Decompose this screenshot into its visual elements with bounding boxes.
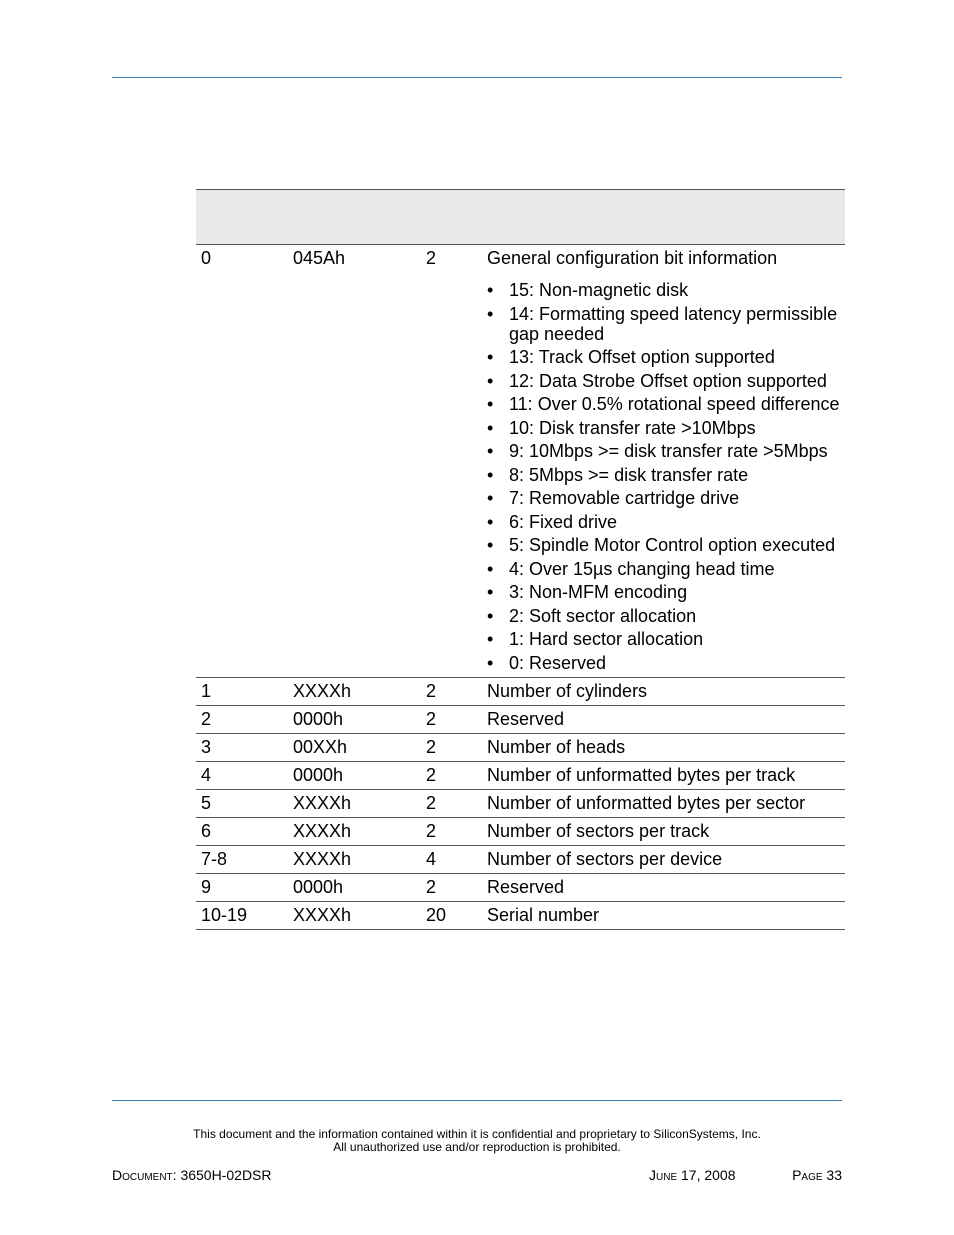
- default-value-cell: 00XXh: [288, 733, 421, 761]
- confidentiality-line-2: All unauthorized use and/or reproduction is prohibited.: [333, 1140, 621, 1154]
- word-cell: 0: [196, 245, 288, 678]
- description-cell: [484, 873, 845, 901]
- bit-list-item: • 12: Data Strobe Offset option supported: [487, 371, 845, 391]
- bit-list-item: • 13: Track Offset option supported: [487, 347, 845, 367]
- byte-count-cell: 20: [421, 901, 484, 929]
- description-text: Reserved: [487, 708, 565, 729]
- default-value-cell: XXXXh: [288, 901, 421, 929]
- table-row: [196, 873, 845, 901]
- byte-count-cell: 2: [421, 245, 484, 678]
- byte-count-cell: 2: [421, 817, 484, 845]
- description-cell: [484, 245, 845, 678]
- byte-count-cell: 4: [421, 845, 484, 873]
- confidentiality-line-1: This document and the information contained within it is confidential and proprietary to SiliconSystems, Inc.: [193, 1127, 761, 1141]
- byte-count-cell: 2: [421, 677, 484, 705]
- bit-list: [487, 280, 845, 673]
- bit-list-item: • 15: Non-magnetic disk: [487, 280, 845, 300]
- header-cell-word: [196, 190, 288, 245]
- document-number: 3650H-02DSR: [180, 1167, 272, 1183]
- description-text: Number of cylinders: [487, 680, 648, 701]
- table-row: [196, 817, 845, 845]
- document-id: [112, 1166, 272, 1184]
- word-cell: 10-19: [196, 901, 288, 929]
- document-date: June 17, 2008: [649, 1167, 736, 1183]
- bit-list-item: • 6: Fixed drive: [487, 512, 845, 532]
- confidentiality-notice: [112, 1128, 842, 1154]
- table-row: [196, 245, 845, 678]
- header-cell-default: [288, 190, 421, 245]
- page-label: Page: [792, 1167, 823, 1183]
- bit-list-item: • 9: 10Mbps >= disk transfer rate >5Mbps: [487, 441, 845, 461]
- bit-list-item: • 14: Formatting speed latency permissible gap needed: [487, 304, 845, 344]
- word-cell: 5: [196, 789, 288, 817]
- description-cell: [484, 789, 845, 817]
- table-row: [196, 901, 845, 929]
- bit-list-item: • 1: Hard sector allocation: [487, 629, 845, 649]
- word-cell: 1: [196, 677, 288, 705]
- bit-list-item: • 8: 5Mbps >= disk transfer rate: [487, 465, 845, 485]
- bit-list-item: • 4: Over 15µs changing head time: [487, 559, 845, 579]
- default-value-cell: XXXXh: [288, 817, 421, 845]
- word-cell: 2: [196, 705, 288, 733]
- word-cell: 6: [196, 817, 288, 845]
- default-value-cell: XXXXh: [288, 677, 421, 705]
- identify-data-table-container: [196, 189, 845, 930]
- table-row: [196, 789, 845, 817]
- description-cell: [484, 901, 845, 929]
- bit-list-item: • 0: Reserved: [487, 653, 845, 673]
- document-label: Document:: [112, 1167, 177, 1183]
- description-text: Number of sectors per track: [487, 820, 710, 841]
- table-row: [196, 705, 845, 733]
- word-cell: 3: [196, 733, 288, 761]
- default-value-cell: XXXXh: [288, 845, 421, 873]
- word-cell: 7-8: [196, 845, 288, 873]
- description-text: Number of heads: [487, 736, 626, 757]
- bit-list-item: • 3: Non-MFM encoding: [487, 582, 845, 602]
- description-text: Number of unformatted bytes per sector: [487, 792, 806, 813]
- table-row: [196, 761, 845, 789]
- bit-list-item: • 11: Over 0.5% rotational speed difference: [487, 394, 845, 414]
- description-cell: [484, 677, 845, 705]
- bit-list-item: • 7: Removable cartridge drive: [487, 488, 845, 508]
- table-row: [196, 733, 845, 761]
- table-row: [196, 845, 845, 873]
- byte-count-cell: 2: [421, 733, 484, 761]
- header-cell-description: [484, 190, 845, 245]
- default-value-cell: XXXXh: [288, 789, 421, 817]
- byte-count-cell: 2: [421, 761, 484, 789]
- table-header-row: [196, 190, 845, 245]
- word-cell: 4: [196, 761, 288, 789]
- table-row: [196, 677, 845, 705]
- default-value-cell: 0000h: [288, 873, 421, 901]
- header-cell-bytes: [421, 190, 484, 245]
- default-value-cell: 045Ah: [288, 245, 421, 678]
- description-text: General configuration bit information: [487, 248, 778, 268]
- page-number-block: [792, 1166, 842, 1184]
- footer-rule: [112, 1100, 842, 1101]
- byte-count-cell: 2: [421, 789, 484, 817]
- byte-count-cell: 2: [421, 873, 484, 901]
- description-text: Number of unformatted bytes per track: [487, 764, 796, 785]
- description-text: Serial number: [487, 904, 600, 925]
- default-value-cell: 0000h: [288, 761, 421, 789]
- byte-count-cell: 2: [421, 705, 484, 733]
- description-cell: [484, 761, 845, 789]
- default-value-cell: 0000h: [288, 705, 421, 733]
- identify-data-table: [196, 189, 845, 930]
- description-text: Number of sectors per device: [487, 848, 723, 869]
- header-rule: [112, 77, 842, 78]
- description-text: Reserved: [487, 876, 565, 897]
- word-cell: 9: [196, 873, 288, 901]
- bit-list-item: • 10: Disk transfer rate >10Mbps: [487, 418, 845, 438]
- bit-list-item: • 5: Spindle Motor Control option executed: [487, 535, 845, 555]
- page-number: 33: [826, 1167, 842, 1183]
- description-cell: [484, 733, 845, 761]
- description-cell: [484, 705, 845, 733]
- description-cell: [484, 845, 845, 873]
- description-cell: [484, 817, 845, 845]
- bit-list-item: • 2: Soft sector allocation: [487, 606, 845, 626]
